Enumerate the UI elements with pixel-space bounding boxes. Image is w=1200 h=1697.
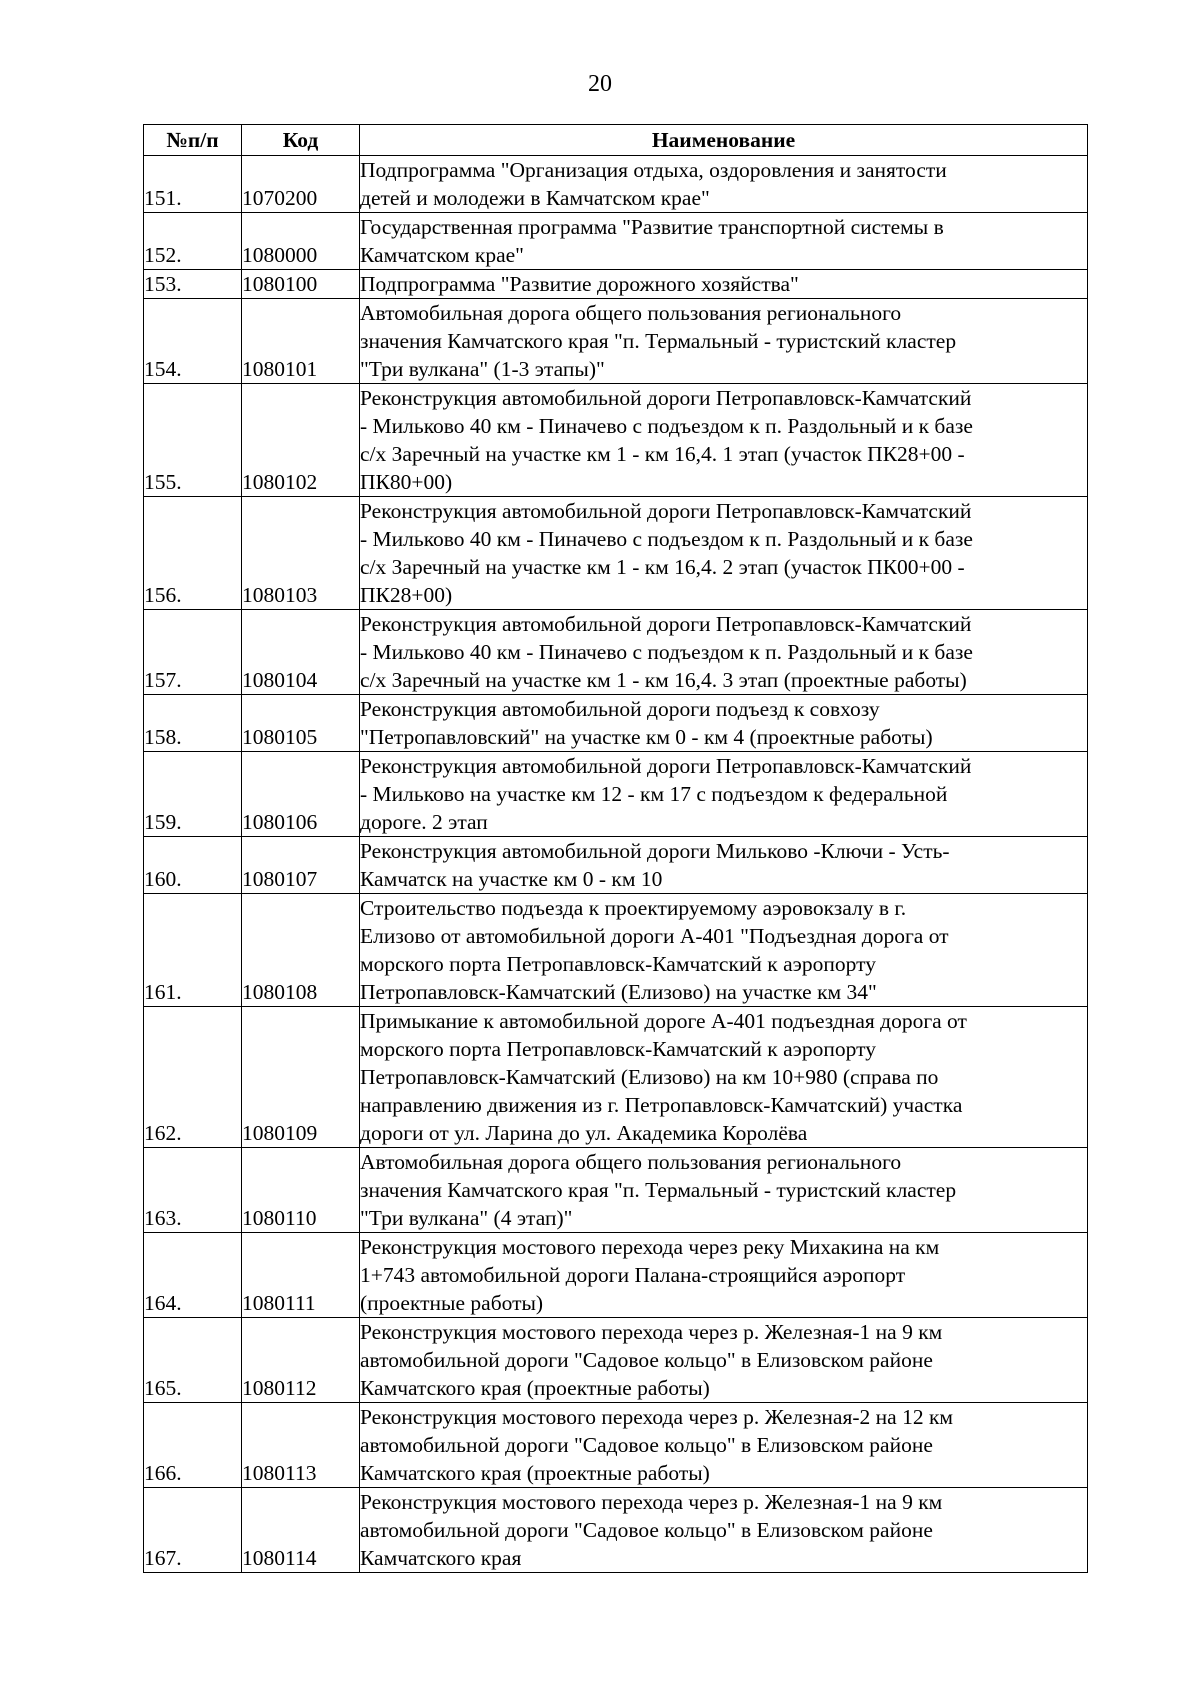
row-code: 1080111	[242, 1233, 360, 1318]
table-row	[144, 1233, 1088, 1318]
row-name	[360, 299, 1088, 384]
row-number: 158.	[144, 695, 242, 752]
table-body	[144, 156, 1088, 1573]
row-name-line: Камчатского края (проектные работы)	[360, 1376, 710, 1400]
header-code: Код	[242, 125, 360, 156]
row-code: 1080110	[242, 1148, 360, 1233]
row-name-line: автомобильной дороги "Садовое кольцо" в Елизовском районе	[360, 1518, 933, 1542]
row-number: 164.	[144, 1233, 242, 1318]
row-name-line: с/х Заречный на участке км 1 - км 16,4. 3 этап (проектные работы)	[360, 668, 967, 692]
row-name-line: Автомобильная дорога общего пользования регионального	[360, 301, 902, 325]
row-number: 162.	[144, 1007, 242, 1148]
row-name-line: Государственная программа "Развитие транспортной системы в	[360, 215, 944, 239]
header-num: №п/п	[144, 125, 242, 156]
row-number: 151.	[144, 156, 242, 213]
row-number: 156.	[144, 497, 242, 610]
row-name-line: 1+743 автомобильной дороги Палана-строящийся аэропорт	[360, 1263, 906, 1287]
row-name-line: автомобильной дороги "Садовое кольцо" в Елизовском районе	[360, 1433, 933, 1457]
codes-table	[143, 124, 1088, 1573]
row-name-line: значения Камчатского края "п. Термальный - туристский кластер	[360, 329, 957, 353]
header-name: Наименование	[360, 125, 1088, 156]
row-code: 1080113	[242, 1403, 360, 1488]
row-name-line: Реконструкция автомобильной дороги Петропавловск-Камчатский	[360, 386, 972, 410]
row-name	[360, 1403, 1088, 1488]
row-number: 157.	[144, 610, 242, 695]
row-name	[360, 894, 1088, 1007]
row-number: 159.	[144, 752, 242, 837]
row-code: 1080106	[242, 752, 360, 837]
page-number: 20	[588, 71, 612, 97]
row-number: 153.	[144, 270, 242, 299]
row-name	[360, 384, 1088, 497]
row-number: 166.	[144, 1403, 242, 1488]
row-name-line: Реконструкция автомобильной дороги Петропавловск-Камчатский	[360, 499, 972, 523]
table-row	[144, 894, 1088, 1007]
table-row	[144, 837, 1088, 894]
row-code: 1070200	[242, 156, 360, 213]
row-name	[360, 1148, 1088, 1233]
row-name	[360, 497, 1088, 610]
row-name-line: дороги от ул. Ларина до ул. Академика Королёва	[360, 1121, 808, 1145]
row-name-line: Реконструкция мостового перехода через р. Железная-1 на 9 км	[360, 1320, 943, 1344]
row-name-line: Петропавловск-Камчатский (Елизово) на км 10+980 (справа по	[360, 1065, 939, 1089]
table-row	[144, 384, 1088, 497]
row-name-line: Камчатском крае"	[360, 243, 524, 267]
row-name-line: Камчатского края	[360, 1546, 522, 1570]
row-name-line: Камчатского края (проектные работы)	[360, 1461, 710, 1485]
row-name	[360, 695, 1088, 752]
row-number: 161.	[144, 894, 242, 1007]
row-code: 1080103	[242, 497, 360, 610]
row-name	[360, 837, 1088, 894]
row-name	[360, 213, 1088, 270]
row-name-line: значения Камчатского края "п. Термальный - туристский кластер	[360, 1178, 957, 1202]
row-name-line: Автомобильная дорога общего пользования регионального	[360, 1150, 902, 1174]
row-name-line: Строительство подъезда к проектируемому аэровокзалу в г.	[360, 896, 907, 920]
row-name-line: детей и молодежи в Камчатском крае"	[360, 186, 710, 210]
table-row	[144, 156, 1088, 213]
row-name-line: морского порта Петропавловск-Камчатский к аэропорту	[360, 952, 876, 976]
row-name-line: Подпрограмма "Развитие дорожного хозяйства"	[360, 272, 799, 296]
row-name	[360, 1488, 1088, 1573]
row-name-line: Подпрограмма "Организация отдыха, оздоровления и занятости	[360, 158, 947, 182]
row-name-line: морского порта Петропавловск-Камчатский к аэропорту	[360, 1037, 876, 1061]
row-number: 155.	[144, 384, 242, 497]
row-name-line: - Мильково 40 км - Пиначево с подъездом к п. Раздольный и к базе	[360, 414, 973, 438]
row-code: 1080109	[242, 1007, 360, 1148]
row-name-line: направлению движения из г. Петропавловск-Камчатский) участка	[360, 1093, 963, 1117]
row-name	[360, 752, 1088, 837]
row-name-line: Реконструкция автомобильной дороги Петропавловск-Камчатский	[360, 612, 972, 636]
row-code: 1080107	[242, 837, 360, 894]
row-name-line: автомобильной дороги "Садовое кольцо" в Елизовском районе	[360, 1348, 933, 1372]
row-code: 1080114	[242, 1488, 360, 1573]
row-name-line: с/х Заречный на участке км 1 - км 16,4. 2 этап (участок ПК00+00 -	[360, 555, 965, 579]
row-name-line: - Мильково 40 км - Пиначево с подъездом к п. Раздольный и к базе	[360, 640, 973, 664]
row-name	[360, 610, 1088, 695]
row-name-line: Реконструкция мостового перехода через р. Железная-2 на 12 км	[360, 1405, 953, 1429]
table-row	[144, 1403, 1088, 1488]
row-code: 1080102	[242, 384, 360, 497]
row-name-line: Елизово от автомобильной дороги А-401 "Подъездная дорога от	[360, 924, 949, 948]
row-number: 167.	[144, 1488, 242, 1573]
table-header-row	[144, 125, 1088, 156]
row-name	[360, 1318, 1088, 1403]
table-row	[144, 610, 1088, 695]
row-code: 1080105	[242, 695, 360, 752]
row-name-line: "Три вулкана" (4 этап)"	[360, 1206, 573, 1230]
row-name-line: Реконструкция автомобильной дороги подъезд к совхозу	[360, 697, 880, 721]
row-name-line: - Мильково на участке км 12 - км 17 с подъездом к федеральной	[360, 782, 948, 806]
row-name	[360, 270, 1088, 299]
row-name-line: Петропавловск-Камчатский (Елизово) на участке км 34"	[360, 980, 877, 1004]
table-row	[144, 1148, 1088, 1233]
row-name-line: с/х Заречный на участке км 1 - км 16,4. 1 этап (участок ПК28+00 -	[360, 442, 965, 466]
table-row	[144, 270, 1088, 299]
row-name-line: дороге. 2 этап	[360, 810, 488, 834]
row-name-line: Реконструкция автомобильной дороги Мильково -Ключи - Усть-	[360, 839, 950, 863]
row-name-line: "Три вулкана" (1-3 этапы)"	[360, 357, 605, 381]
row-code: 1080104	[242, 610, 360, 695]
row-code: 1080108	[242, 894, 360, 1007]
row-code: 1080000	[242, 213, 360, 270]
row-name	[360, 1233, 1088, 1318]
row-name-line: Реконструкция мостового перехода через р. Железная-1 на 9 км	[360, 1490, 943, 1514]
row-name-line: Камчатск на участке км 0 - км 10	[360, 867, 663, 891]
table-row	[144, 1007, 1088, 1148]
row-number: 163.	[144, 1148, 242, 1233]
row-name-line: Реконструкция мостового перехода через реку Михакина на км	[360, 1235, 940, 1259]
row-number: 152.	[144, 213, 242, 270]
row-name-line: Примыкание к автомобильной дороге А-401 подъездная дорога от	[360, 1009, 967, 1033]
row-name	[360, 156, 1088, 213]
row-name-line: (проектные работы)	[360, 1291, 544, 1315]
table-row	[144, 1318, 1088, 1403]
row-code: 1080112	[242, 1318, 360, 1403]
row-number: 160.	[144, 837, 242, 894]
table-row	[144, 1488, 1088, 1573]
row-name-line: ПК80+00)	[360, 470, 453, 494]
row-name-line: "Петропавловский" на участке км 0 - км 4 (проектные работы)	[360, 725, 933, 749]
row-name-line: ПК28+00)	[360, 583, 453, 607]
row-code: 1080100	[242, 270, 360, 299]
table-row	[144, 497, 1088, 610]
table-row	[144, 695, 1088, 752]
row-number: 154.	[144, 299, 242, 384]
table-row	[144, 299, 1088, 384]
row-name-line: - Мильково 40 км - Пиначево с подъездом к п. Раздольный и к базе	[360, 527, 973, 551]
row-name-line: Реконструкция автомобильной дороги Петропавловск-Камчатский	[360, 754, 972, 778]
table-row	[144, 213, 1088, 270]
row-number: 165.	[144, 1318, 242, 1403]
row-name	[360, 1007, 1088, 1148]
row-code: 1080101	[242, 299, 360, 384]
table-row	[144, 752, 1088, 837]
